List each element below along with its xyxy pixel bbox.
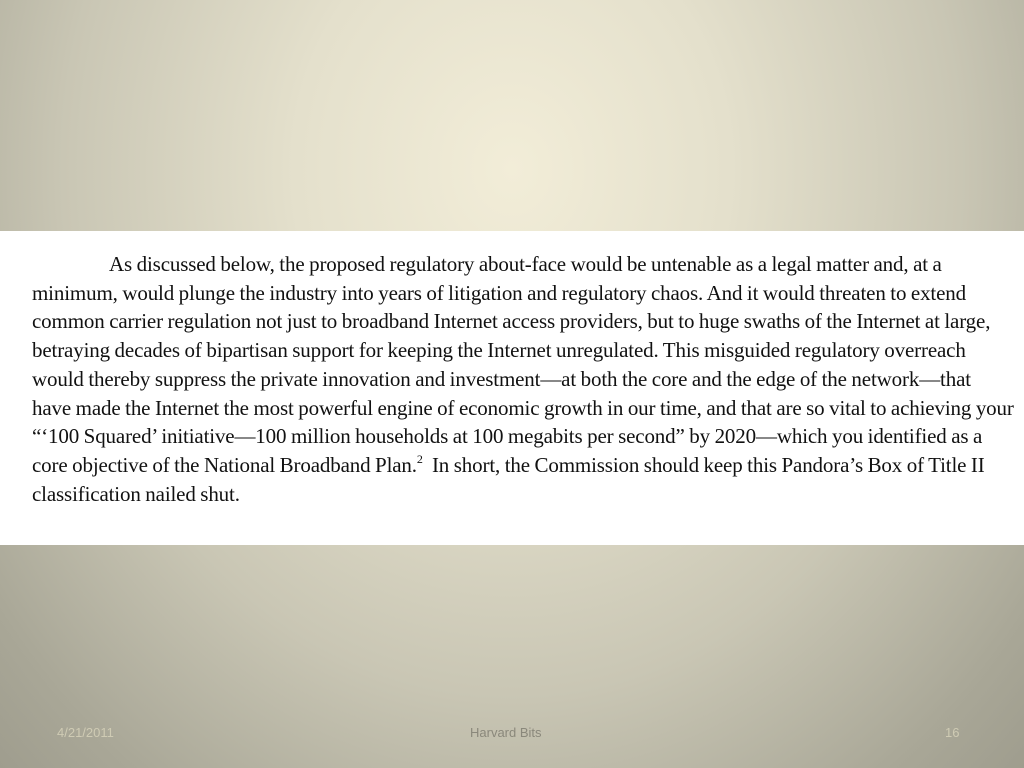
excerpt-line-10-start: In — [431, 452, 450, 477]
footer-date: 4/21/2011 — [57, 725, 114, 740]
excerpt-paragraph — [32, 250, 1014, 508]
excerpt-line-1: As discussed below, the proposed regulatory about-face would be untenable as a legal — [109, 252, 812, 276]
excerpt-line-5: keeping the Internet unregulated. This misguided regulatory overreach would thereby suppress — [32, 338, 966, 391]
excerpt-line-7: made the Internet the most powerful engine of economic growth in our time, and that are so vital — [75, 395, 866, 420]
excerpt-line-4: providers, but to huge swaths of the Internet at large, betraying decades of bipartisan support for — [32, 309, 991, 363]
excerpt-line-2: matter and, at a minimum, would plunge the industry into years of litigation and regulatory chaos. — [32, 252, 942, 305]
document-excerpt — [0, 231, 1024, 545]
excerpt-line-3: And it would threaten to extend common carrier regulation not just to broadband Internet access — [32, 280, 966, 334]
excerpt-line-8: to achieving your “‘100 Squared’ initiative—100 million households at 100 megabits per — [32, 395, 1014, 449]
excerpt-line-9: second” by 2020—which you identified as a core objective of the National Broadband Plan. — [32, 424, 983, 477]
footer-title: Harvard Bits — [470, 725, 542, 740]
footer-page-number: 16 — [945, 725, 960, 740]
excerpt-final-line: short, the Commission should keep this Pandora’s Box of Title II classification nailed shut. — [32, 452, 985, 506]
excerpt-line-6: the private innovation and investment—at both the core and the edge of the network—that have — [32, 366, 971, 420]
footnote-marker: 2 — [416, 451, 423, 466]
